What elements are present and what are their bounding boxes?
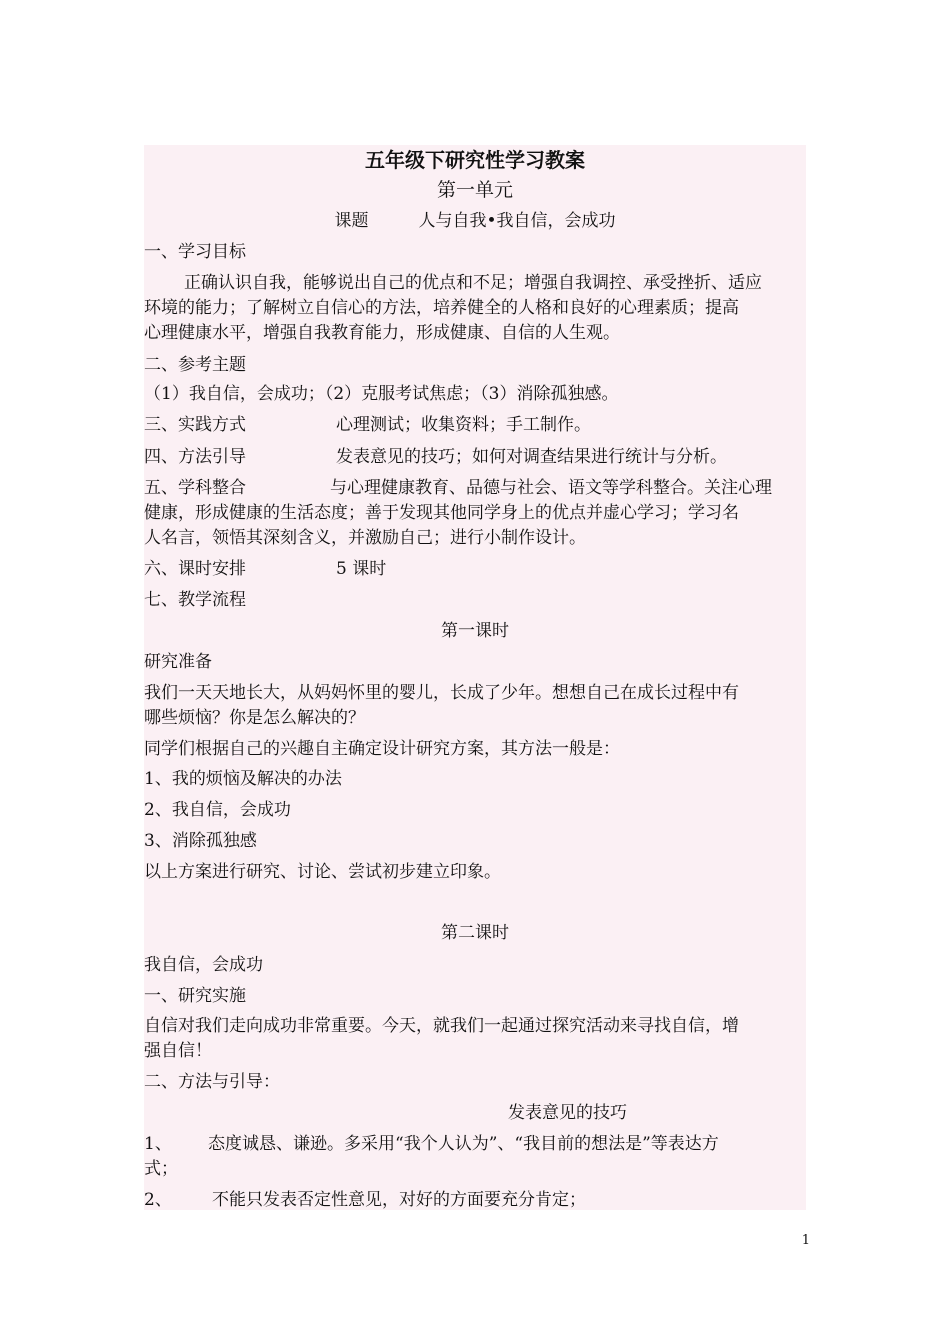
- topic-line: [144, 209, 806, 234]
- method-line: [144, 445, 806, 470]
- practice-value: 心理测试；收集资料；手工制作。: [336, 415, 591, 435]
- themes-text: （1）我自信，会成功；（2）克服考试焦虑；（3）消除孤独感。: [144, 384, 619, 404]
- section-heading-themes: 二、参考主题: [144, 355, 246, 375]
- lesson2-subheading: 我自信，会成功: [144, 955, 263, 975]
- section-heading-flow: 七、教学流程: [144, 590, 246, 610]
- goals-line-1: 正确认识自我，能够说出自己的优点和不足；增强自我调控、承受挫折、适应: [184, 273, 762, 293]
- schedule-line: [144, 557, 806, 582]
- skill-item-2-text: 不能只发表否定性意见，对好的方面要充分肯定；: [212, 1190, 586, 1210]
- lesson1-para1-line1: 我们一天天地长大，从妈妈怀里的婴儿，长成了少年。想想自己在成长过程中有: [144, 683, 739, 703]
- goals-line-2: 环境的能力；了解树立自信心的方法，培养健全的人格和良好的心理素质；提高: [144, 298, 739, 318]
- method-value: 发表意见的技巧；如何对调查结果进行统计与分析。: [336, 447, 727, 467]
- page-number: 1: [801, 1233, 810, 1248]
- skill-title: 发表意见的技巧: [508, 1103, 627, 1123]
- method-label: 四、方法引导: [144, 447, 246, 467]
- practice-label: 三、实践方式: [144, 415, 246, 435]
- unit-heading: 第一单元: [436, 179, 513, 201]
- section-heading-goals: 一、学习目标: [144, 242, 246, 262]
- integration-value: 与心理健康教育、品德与社会、语文等学科整合。关注心理: [330, 478, 772, 498]
- lesson2-heading: 第二课时: [441, 923, 509, 943]
- lesson1-item-1: 1、我的烦恼及解决的办法: [144, 769, 342, 789]
- document-title: 五年级下研究性学习教案: [365, 148, 585, 172]
- schedule-label: 六、课时安排: [144, 559, 246, 579]
- lesson1-heading: 第一课时: [441, 621, 509, 641]
- lesson1-subheading: 研究准备: [144, 652, 212, 672]
- topic-label: 课题: [334, 211, 369, 231]
- skill-item-2: [144, 1188, 806, 1213]
- lesson2-section-implement: 一、研究实施: [144, 986, 246, 1006]
- skill-item-1-cont: 式；: [144, 1159, 178, 1179]
- lesson2-section-method: 二、方法与引导：: [144, 1072, 280, 1092]
- integration-label: 五、学科整合: [144, 478, 246, 498]
- lesson1-para1-line2: 哪些烦恼？你是怎么解决的？: [144, 708, 365, 728]
- schedule-value: 5 课时: [336, 559, 387, 579]
- skill-item-2-num: 2、: [144, 1190, 172, 1210]
- lesson2-para1-line2: 强自信！: [144, 1041, 212, 1061]
- integration-line: [144, 476, 806, 501]
- skill-item-1-text: 态度诚恳、谦逊。多采用“我个人认为”、“我目前的想法是”等表达方: [208, 1134, 719, 1154]
- lesson1-item-2: 2、我自信，会成功: [144, 800, 291, 820]
- skill-item-1-num: 1、: [144, 1134, 172, 1154]
- goals-line-3: 心理健康水平，增强自我教育能力，形成健康、自信的人生观。: [144, 323, 620, 343]
- lesson2-para1-line1: 自信对我们走向成功非常重要。今天，就我们一起通过探究活动来寻找自信，增: [144, 1016, 739, 1036]
- skill-item-1: [144, 1132, 806, 1157]
- practice-line: [144, 413, 806, 438]
- integration-line-2: 健康，形成健康的生活态度；善于发现其他同学身上的优点并虚心学习；学习名: [144, 503, 739, 523]
- lesson1-item-3: 3、消除孤独感: [144, 831, 257, 851]
- lesson1-para3: 以上方案进行研究、讨论、尝试初步建立印象。: [144, 862, 501, 882]
- topic-value: 人与自我•我自信，会成功: [418, 211, 616, 231]
- lesson1-para2: 同学们根据自己的兴趣自主确定设计研究方案，其方法一般是：: [144, 739, 620, 759]
- integration-line-3: 人名言，领悟其深刻含义，并激励自己；进行小制作设计。: [144, 528, 586, 548]
